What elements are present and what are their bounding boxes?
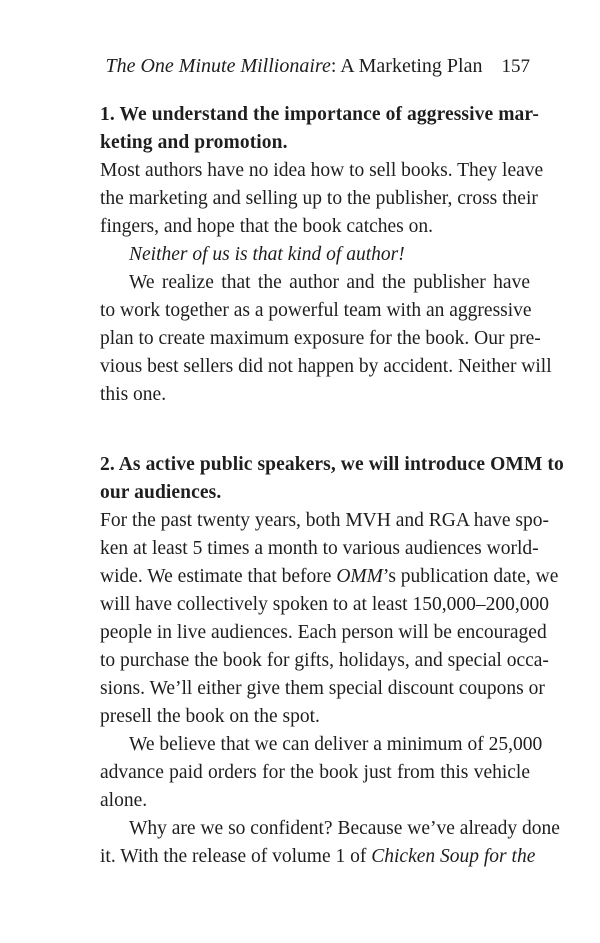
text-line: Neither of us is that kind of author!	[129, 244, 405, 265]
text-line: will have collectively spoken to at least 150,000–200,000	[100, 594, 549, 615]
section-1-heading-line: 1. We understand the importance of aggressive mar-	[100, 104, 540, 125]
section-1-paragraph-2	[100, 241, 530, 269]
section-1-paragraph-3	[100, 269, 552, 409]
section-1-heading-line: keting and promotion.	[100, 132, 288, 153]
section-2-paragraph-2	[100, 731, 543, 815]
page-body	[100, 101, 564, 871]
text-line: We realize that the author and the publisher have	[129, 272, 530, 293]
text-line: Most authors have no idea how to sell books. They leave	[100, 160, 544, 181]
text-line: sions. We’ll either give them special discount coupons or	[100, 678, 545, 699]
page-number: 157	[501, 56, 530, 77]
text-line: alone.	[100, 790, 148, 811]
text-line	[100, 843, 536, 871]
text-line: fingers, and hope that the book catches on.	[100, 216, 434, 237]
section-1-heading	[100, 101, 540, 157]
header-book-subtitle: : A Marketing Plan	[330, 55, 483, 77]
text-run-italic: Chicken Soup for the	[371, 846, 536, 867]
section-2-paragraph-3	[100, 815, 560, 871]
text-line	[100, 563, 559, 591]
text-run: it. With the release of volume 1 of	[100, 846, 372, 867]
running-header	[100, 52, 530, 81]
text-run: ’s publication date, we	[382, 566, 559, 587]
section-spacer	[100, 437, 530, 451]
text-line: the marketing and selling up to the publisher, cross their	[100, 188, 538, 209]
text-line: vious best sellers did not happen by accident. Neither will	[100, 356, 552, 377]
text-line: plan to create maximum exposure for the book. Our pre-	[100, 328, 541, 349]
text-line: people in live audiences. Each person will be encouraged	[100, 622, 547, 643]
text-line: to work together as a powerful team with an aggressive	[100, 300, 532, 321]
section-2-heading-line: our audiences.	[100, 482, 222, 503]
section-spacer	[100, 409, 530, 437]
section-2-heading	[100, 451, 564, 507]
text-line: presell the book on the spot.	[100, 706, 320, 727]
text-run-italic: OMM	[336, 566, 383, 587]
text-line: this one.	[100, 384, 167, 405]
section-2-heading-line: 2. As active public speakers, we will introduce OMM to	[100, 454, 564, 475]
section-1-paragraph-1	[100, 157, 544, 241]
text-line: to purchase the book for gifts, holidays, and special occa-	[100, 650, 549, 671]
text-run: wide. We estimate that before	[100, 566, 337, 587]
header-book-title: The One Minute Millionaire	[105, 55, 331, 77]
text-line: We believe that we can deliver a minimum of 25,000	[129, 734, 543, 755]
text-line: ken at least 5 times a month to various audiences world-	[100, 538, 539, 559]
text-line: For the past twenty years, both MVH and RGA have spo-	[100, 510, 549, 531]
text-line: Why are we so confident? Because we’ve already done	[129, 818, 560, 839]
text-line: advance paid orders for the book just from this vehicle	[100, 762, 530, 783]
section-2-paragraph-1	[100, 507, 559, 731]
